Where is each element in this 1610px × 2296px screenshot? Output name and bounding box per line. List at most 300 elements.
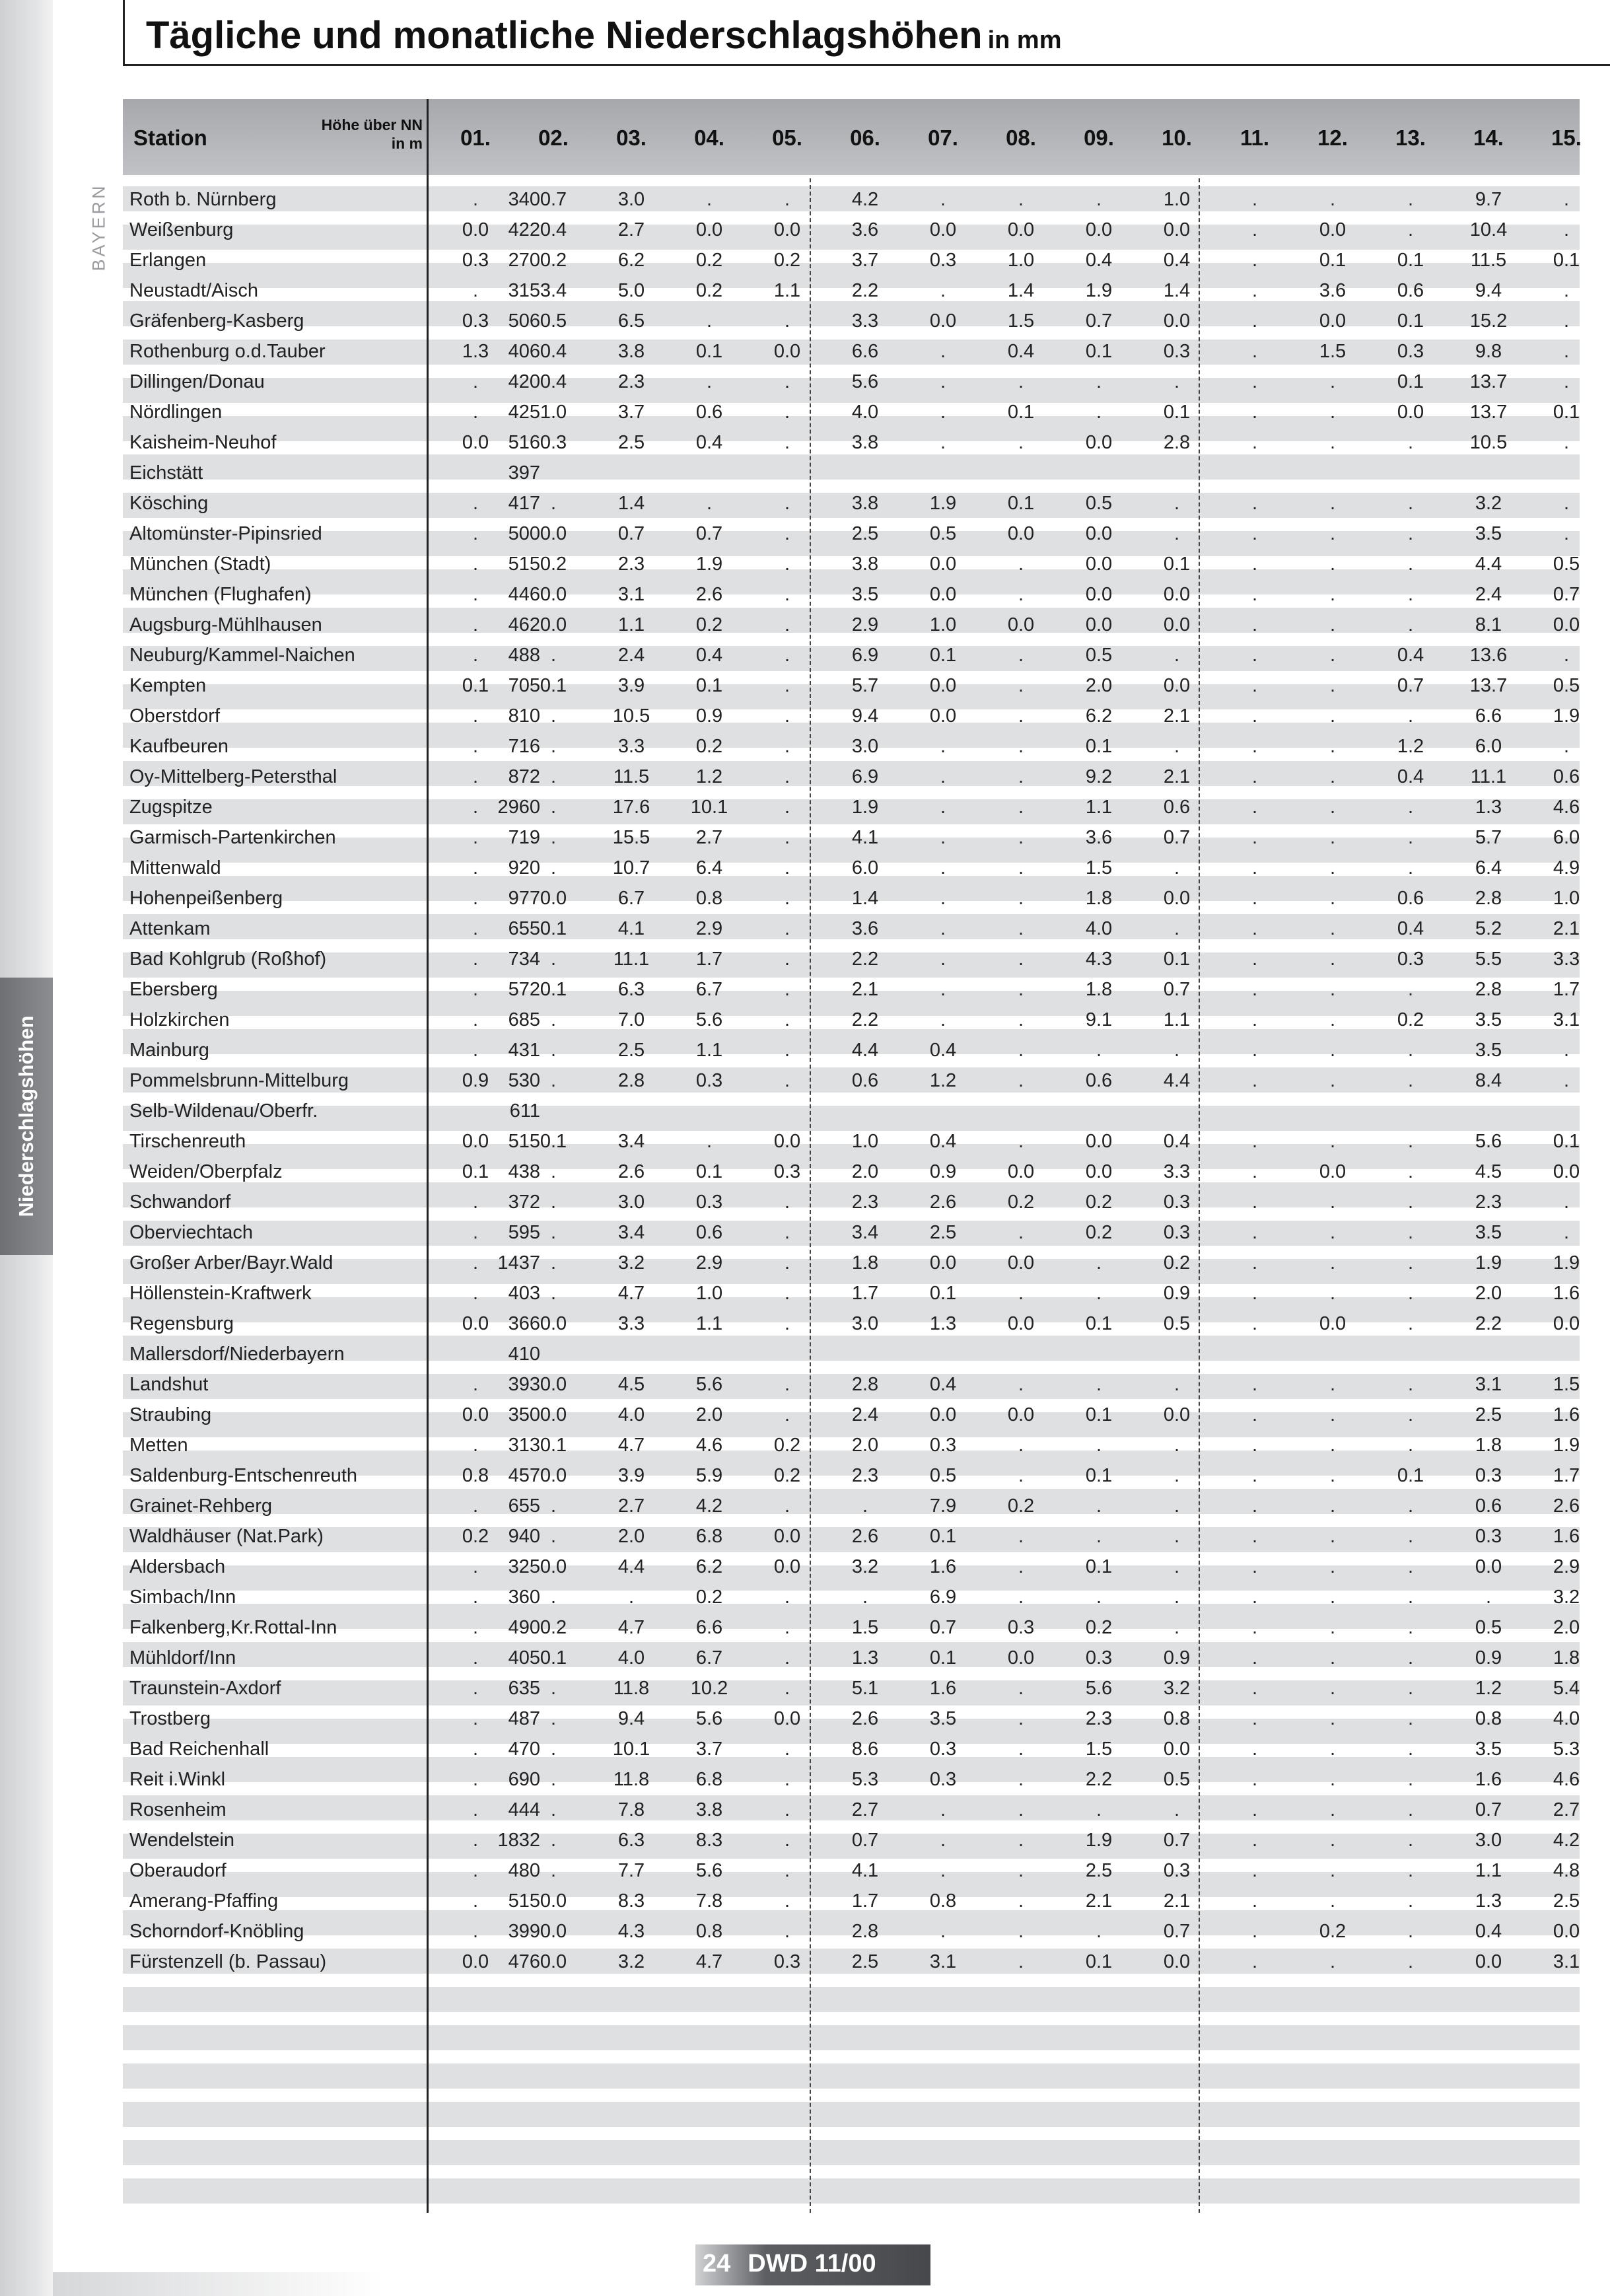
precip-value: 9.4: [1475, 280, 1502, 301]
precip-value: 0.0: [1553, 614, 1580, 635]
precip-value: 2.9: [695, 918, 723, 939]
precip-value: .: [1329, 857, 1336, 879]
day-header: 11.: [1240, 126, 1270, 150]
precip-value: 0.3: [929, 1435, 957, 1456]
table-row: [123, 1309, 1580, 1340]
precip-value: 0.1: [540, 1647, 567, 1668]
precip-value: .: [1407, 1526, 1414, 1547]
station-name: Mühldorf/Inn: [129, 1647, 236, 1668]
precip-value: .: [1096, 1495, 1102, 1517]
precip-value: .: [1329, 432, 1336, 453]
day-header: 10.: [1162, 126, 1192, 150]
precip-value: .: [1407, 523, 1414, 544]
precip-value: 1.1: [695, 1040, 723, 1061]
precip-value: .: [862, 1587, 868, 1608]
precip-value: .: [1018, 1860, 1024, 1881]
precip-value: .: [1407, 1283, 1414, 1304]
precip-value: 0.5: [1553, 554, 1580, 575]
precip-value: 2.3: [617, 554, 645, 575]
precip-value: 0.3: [1475, 1465, 1502, 1486]
precip-value: 0.5: [540, 310, 567, 332]
precip-value: .: [1018, 1739, 1024, 1760]
precip-value: 13.7: [1469, 402, 1508, 423]
precip-value: 13.7: [1469, 371, 1508, 392]
precip-value: 0.4: [1397, 645, 1424, 666]
station-elevation: 1437: [497, 1252, 540, 1274]
precip-value: .: [472, 949, 479, 970]
table-row: [123, 1917, 1580, 1947]
precip-value: 3.6: [851, 219, 879, 240]
precip-value: 2.9: [695, 1252, 723, 1274]
station-name: Garmisch-Partenkirchen: [129, 827, 336, 848]
station-name: Gräfenberg-Kasberg: [129, 310, 304, 332]
precip-value: .: [1563, 1040, 1570, 1061]
precip-value: 0.1: [1085, 1404, 1113, 1425]
precip-value: 0.8: [929, 1890, 957, 1912]
table-row: [123, 1704, 1580, 1735]
precip-value: .: [550, 1070, 557, 1091]
precip-value: 0.0: [695, 219, 723, 240]
precip-value: 0.0: [540, 1890, 567, 1912]
precip-value: .: [550, 736, 557, 757]
precip-value: 2.5: [1553, 1890, 1580, 1912]
precip-value: 1.5: [1319, 341, 1347, 362]
precip-value: .: [784, 1678, 790, 1699]
precip-value: 7.8: [695, 1890, 723, 1912]
precip-value: 3.8: [695, 1799, 723, 1820]
precip-value: 0.6: [851, 1070, 879, 1091]
precip-value: 5.4: [1553, 1678, 1580, 1699]
precip-value: 0.5: [1475, 1617, 1502, 1638]
precip-value: .: [784, 554, 790, 575]
precip-value: 6.2: [695, 1556, 723, 1577]
table-row: [123, 1674, 1580, 1704]
precip-value: .: [1251, 1587, 1258, 1608]
precip-value: 0.1: [1085, 1313, 1113, 1334]
precip-value: 4.0: [1085, 918, 1113, 939]
precip-value: 2.3: [617, 371, 645, 392]
precip-value: .: [1407, 1678, 1414, 1699]
precip-value: 3.6: [1085, 827, 1113, 848]
precip-value: 2.5: [1085, 1860, 1113, 1881]
precip-value: .: [1018, 1374, 1024, 1395]
precip-value: 3.9: [617, 1465, 645, 1486]
precip-value: 2.3: [851, 1465, 879, 1486]
precip-value: .: [472, 797, 479, 818]
precip-value: 2.5: [851, 523, 879, 544]
precip-value: 0.2: [540, 1617, 567, 1638]
precip-value: .: [1329, 189, 1336, 210]
precip-value: .: [784, 645, 790, 666]
precip-value: 0.0: [1163, 614, 1191, 635]
station-name: Bad Kohlgrub (Roßhof): [129, 949, 327, 970]
precip-value: .: [550, 1495, 557, 1517]
precip-value: 0.0: [462, 432, 489, 453]
day-header: 01.: [460, 126, 491, 150]
precip-value: .: [1407, 1860, 1414, 1881]
precip-value: 0.8: [695, 1921, 723, 1942]
precip-value: 3.5: [929, 1708, 957, 1729]
precip-value: 0.0: [929, 705, 957, 727]
precip-value: .: [1018, 645, 1024, 666]
precip-value: .: [1329, 614, 1336, 635]
precip-value: .: [1096, 1252, 1102, 1274]
precip-value: .: [1173, 736, 1180, 757]
precip-value: .: [1329, 766, 1336, 787]
precip-value: 5.5: [1475, 949, 1502, 970]
table-row: [123, 398, 1580, 428]
table-row: [123, 1886, 1580, 1917]
precip-value: 10.5: [612, 705, 650, 727]
precip-value: .: [472, 280, 479, 301]
station-name: Schwandorf: [129, 1192, 231, 1213]
precip-value: 1.9: [1085, 1830, 1113, 1851]
precip-value: .: [1251, 1799, 1258, 1820]
precip-value: 2.6: [851, 1526, 879, 1547]
precip-value: 9.2: [1085, 766, 1113, 787]
precip-value: .: [1251, 645, 1258, 666]
station-name: Ebersberg: [129, 979, 218, 1000]
table-row: [123, 1218, 1580, 1248]
header-height-line1: Höhe über NN: [321, 116, 423, 133]
precip-value: 0.2: [540, 250, 567, 271]
precip-value: .: [550, 1222, 557, 1243]
precip-value: .: [1251, 1647, 1258, 1668]
precip-value: 1.8: [1085, 888, 1113, 909]
precip-value: 2.5: [851, 1951, 879, 1972]
precip-value: .: [1018, 1587, 1024, 1608]
precip-value: .: [1018, 371, 1024, 392]
station-name: Neustadt/Aisch: [129, 280, 259, 301]
table-row: [123, 1096, 1580, 1127]
precip-value: .: [550, 797, 557, 818]
station-name: Fürstenzell (b. Passau): [129, 1951, 327, 1972]
precip-value: 0.0: [540, 523, 567, 544]
precip-value: 5.1: [851, 1678, 879, 1699]
precip-value: 1.2: [695, 766, 723, 787]
precip-value: 0.0: [1475, 1951, 1502, 1972]
precip-value: 15.2: [1469, 310, 1508, 332]
station-name: Oberstdorf: [129, 705, 220, 727]
table-row: [123, 610, 1580, 641]
precip-value: 0.7: [695, 523, 723, 544]
precip-value: 3.7: [695, 1739, 723, 1760]
precip-value: 2.2: [1475, 1313, 1502, 1334]
precip-value: 6.3: [617, 979, 645, 1000]
precip-value: 1.3: [851, 1647, 879, 1668]
precip-value: 0.2: [773, 1465, 801, 1486]
precip-value: .: [1407, 1951, 1414, 1972]
precip-value: 4.4: [1475, 554, 1502, 575]
precip-value: 2.7: [617, 1495, 645, 1517]
precip-value: .: [1018, 918, 1024, 939]
precip-value: .: [1407, 1222, 1414, 1243]
precip-value: 0.1: [1553, 1131, 1580, 1152]
station-elevation: 399: [508, 1921, 540, 1942]
precip-value: .: [1407, 1769, 1414, 1790]
precip-value: 0.0: [1163, 675, 1191, 696]
precip-value: 0.7: [1163, 1921, 1191, 1942]
precip-value: 1.8: [1553, 1647, 1580, 1668]
precip-value: .: [1407, 827, 1414, 848]
precip-value: .: [1173, 371, 1180, 392]
precip-value: .: [940, 918, 946, 939]
precip-value: 2.6: [929, 1192, 957, 1213]
precip-value: 4.7: [617, 1617, 645, 1638]
precip-value: .: [1251, 189, 1258, 210]
precip-value: .: [784, 432, 790, 453]
precip-value: .: [1018, 1465, 1024, 1486]
precip-value: .: [1018, 857, 1024, 879]
precip-value: .: [1018, 584, 1024, 605]
precip-value: 0.3: [1163, 341, 1191, 362]
precip-value: 3.1: [1475, 1374, 1502, 1395]
table-row: [123, 1431, 1580, 1461]
precip-value: 0.0: [1475, 1556, 1502, 1577]
precip-value: 3.8: [851, 493, 879, 514]
precip-value: 5.6: [1475, 1131, 1502, 1152]
table-row: [123, 732, 1580, 762]
precip-value: 0.0: [1085, 554, 1113, 575]
precip-value: .: [1251, 979, 1258, 1000]
precip-value: 1.0: [1007, 250, 1035, 271]
precip-value: .: [1329, 1283, 1336, 1304]
precip-value: .: [1173, 1040, 1180, 1061]
precip-value: .: [784, 310, 790, 332]
station-name: Waldhäuser (Nat.Park): [129, 1526, 324, 1547]
station-elevation: 490: [508, 1617, 540, 1638]
precip-value: 11.1: [613, 949, 650, 970]
precip-value: 10.4: [1469, 219, 1508, 240]
precip-value: 0.7: [1085, 310, 1113, 332]
precip-value: .: [550, 1040, 557, 1061]
precip-value: 0.0: [540, 1374, 567, 1395]
precip-value: .: [472, 1678, 479, 1699]
precip-value: 4.9: [1553, 857, 1580, 879]
precip-value: 4.4: [617, 1556, 645, 1577]
precip-value: .: [472, 523, 479, 544]
precip-value: 0.2: [695, 1587, 723, 1608]
precip-value: 1.8: [851, 1252, 879, 1274]
precip-value: 1.9: [1553, 705, 1580, 727]
precip-value: .: [1018, 1799, 1024, 1820]
precip-value: 4.8: [1553, 1860, 1580, 1881]
precip-value: 3.4: [851, 1222, 879, 1243]
precip-value: .: [1018, 432, 1024, 453]
precip-value: 1.4: [617, 493, 645, 514]
bottom-shade: [53, 2272, 383, 2296]
precip-value: 8.3: [695, 1830, 723, 1851]
precip-value: .: [550, 1192, 557, 1213]
precip-value: .: [1096, 1526, 1102, 1547]
precip-value: 11.5: [613, 766, 650, 787]
precip-value: 0.1: [929, 1647, 957, 1668]
precip-value: .: [1563, 493, 1570, 514]
table-row: [123, 458, 1580, 489]
precip-value: .: [1018, 827, 1024, 848]
day-header: 07.: [928, 126, 958, 150]
precip-value: 0.4: [1397, 766, 1424, 787]
precip-value: .: [1251, 1890, 1258, 1912]
station-name: Kaufbeuren: [129, 736, 228, 757]
precip-value: .: [1563, 341, 1570, 362]
precip-value: .: [1018, 1526, 1024, 1547]
precip-value: 1.4: [1007, 280, 1035, 301]
page-title: [146, 13, 1061, 57]
precip-value: .: [784, 857, 790, 879]
precip-value: 4.1: [851, 1860, 879, 1881]
precip-value: 1.1: [1085, 797, 1113, 818]
precip-value: .: [1329, 675, 1336, 696]
precip-value: 0.4: [1475, 1921, 1502, 1942]
precip-value: .: [1329, 402, 1336, 423]
precip-value: 1.3: [929, 1313, 957, 1334]
precip-value: 0.0: [1085, 584, 1113, 605]
station-elevation: 425: [508, 402, 540, 423]
header-height-line2: in m: [391, 135, 423, 152]
precip-value: .: [1251, 1222, 1258, 1243]
day-header: 15.: [1551, 126, 1582, 150]
footer: [703, 2250, 876, 2278]
precip-value: .: [1018, 1070, 1024, 1091]
table-row: [123, 1340, 1580, 1370]
station-elevation: 719: [508, 827, 540, 848]
table-row: [123, 1461, 1580, 1491]
precip-value: 4.7: [695, 1951, 723, 1972]
precip-value: 1.9: [929, 493, 957, 514]
precip-value: 0.1: [1085, 1465, 1113, 1486]
precip-value: .: [1251, 1951, 1258, 1972]
precip-value: .: [940, 1799, 946, 1820]
table-row: [123, 1765, 1580, 1795]
precip-value: 1.9: [1553, 1435, 1580, 1456]
precip-value: 1.6: [1553, 1283, 1580, 1304]
precip-value: 0.3: [462, 250, 489, 271]
precip-value: 1.7: [695, 949, 723, 970]
table-row: [123, 762, 1580, 793]
precip-value: .: [1173, 918, 1180, 939]
precip-value: 3.8: [851, 432, 879, 453]
precip-value: 0.7: [929, 1617, 957, 1638]
precip-value: 4.1: [851, 827, 879, 848]
precip-value: 8.1: [1475, 614, 1502, 635]
precip-value: 6.4: [695, 857, 723, 879]
precip-value: 1.1: [773, 280, 801, 301]
header-height: [297, 116, 423, 153]
precip-value: .: [1096, 1587, 1102, 1608]
station-name: Oy-Mittelberg-Petersthal: [129, 766, 337, 787]
precip-value: .: [1407, 1040, 1414, 1061]
precip-value: .: [784, 189, 790, 210]
precip-value: 2.6: [851, 1708, 879, 1729]
precip-value: .: [1329, 1495, 1336, 1517]
precip-value: 2.5: [929, 1222, 957, 1243]
precip-value: .: [550, 493, 557, 514]
station-name: Oberaudorf: [129, 1860, 227, 1881]
precip-value: 0.0: [1007, 1313, 1035, 1334]
precip-value: .: [1018, 1435, 1024, 1456]
precip-value: 0.1: [462, 1161, 489, 1182]
precip-value: .: [1251, 736, 1258, 757]
precip-value: .: [1563, 280, 1570, 301]
precip-value: .: [1563, 1192, 1570, 1213]
precip-value: 0.0: [1085, 219, 1113, 240]
table-row: [123, 276, 1580, 306]
station-name: Nördlingen: [129, 402, 223, 423]
precip-value: 0.0: [1397, 402, 1424, 423]
precip-value: 6.9: [851, 645, 879, 666]
precip-value: .: [472, 1739, 479, 1760]
precip-value: 0.4: [1163, 1131, 1191, 1152]
precip-value: .: [550, 1009, 557, 1030]
station-elevation: 325: [508, 1556, 540, 1577]
precip-value: 1.9: [1553, 1252, 1580, 1274]
precip-value: 0.7: [1163, 1830, 1191, 1851]
precip-value: .: [1251, 1040, 1258, 1061]
precip-value: .: [1251, 1769, 1258, 1790]
station-name: Schorndorf-Knöbling: [129, 1921, 304, 1942]
precip-value: .: [1096, 1374, 1102, 1395]
precip-value: 3.6: [1319, 280, 1347, 301]
precip-value: .: [1251, 1465, 1258, 1486]
precip-value: 0.9: [1163, 1647, 1191, 1668]
station-name: Augsburg-Mühlhausen: [129, 614, 322, 635]
precip-value: 5.0: [617, 280, 645, 301]
precip-value: 1.6: [1475, 1769, 1502, 1790]
station-elevation: 444: [508, 1799, 540, 1820]
table-row: [123, 1127, 1580, 1157]
station-name: Traunstein-Axdorf: [129, 1678, 281, 1699]
precip-value: 0.3: [1163, 1192, 1191, 1213]
table-row: [123, 1491, 1580, 1522]
precip-value: .: [1018, 1131, 1024, 1152]
table-row: [123, 1188, 1580, 1218]
precip-value: .: [1329, 1404, 1336, 1425]
precip-value: 11.1: [1470, 766, 1507, 787]
precip-value: .: [1329, 1374, 1336, 1395]
precip-value: 2.2: [851, 280, 879, 301]
station-elevation: 417: [508, 493, 540, 514]
station-name: Selb-Wildenau/Oberfr.: [129, 1100, 318, 1122]
precip-value: .: [1563, 523, 1570, 544]
precip-value: .: [1329, 1647, 1336, 1668]
precip-value: .: [1173, 1617, 1180, 1638]
precip-value: .: [1407, 1070, 1414, 1091]
precip-value: 2.7: [617, 219, 645, 240]
precip-value: 3.9: [617, 675, 645, 696]
precip-value: 8.4: [1475, 1070, 1502, 1091]
station-name: Roth b. Nürnberg: [129, 189, 277, 210]
precip-value: .: [1329, 1951, 1336, 1972]
precip-value: .: [1018, 1040, 1024, 1061]
table-row: [123, 793, 1580, 823]
precip-value: 6.7: [695, 1647, 723, 1668]
precip-value: .: [784, 797, 790, 818]
precip-value: .: [1329, 1070, 1336, 1091]
precip-value: .: [1096, 1921, 1102, 1942]
table-row: [123, 671, 1580, 701]
precip-value: 2.0: [617, 1526, 645, 1547]
precip-value: 0.0: [1553, 1921, 1580, 1942]
precip-value: 10.7: [612, 857, 650, 879]
precip-value: .: [1018, 1556, 1024, 1577]
table-row: [123, 1400, 1580, 1431]
precip-value: 4.5: [1475, 1161, 1502, 1182]
station-elevation: 406: [508, 341, 540, 362]
station-elevation: 595: [508, 1222, 540, 1243]
station-name: Saldenburg-Entschenreuth: [129, 1465, 358, 1486]
precip-value: 2.3: [851, 1192, 879, 1213]
